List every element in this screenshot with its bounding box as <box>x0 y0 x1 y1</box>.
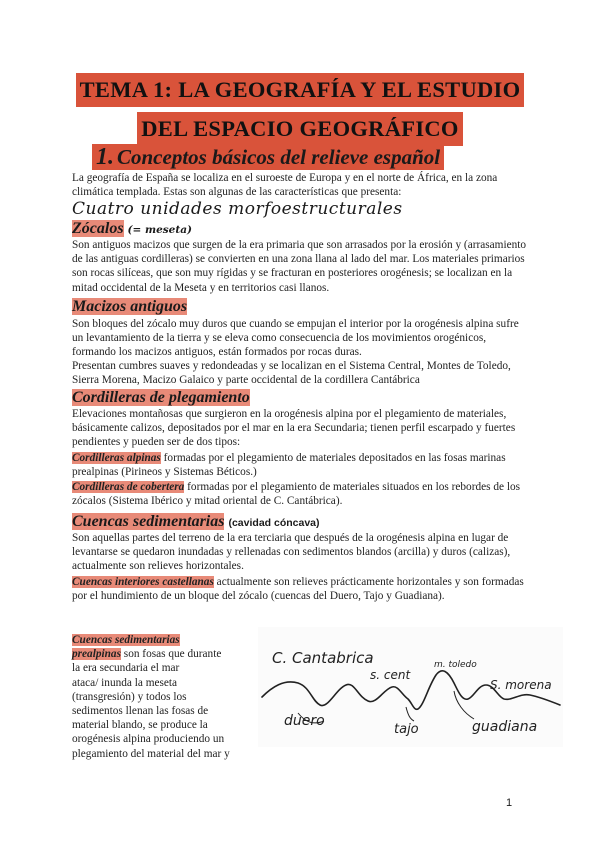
section-number: 1. <box>96 144 114 170</box>
prealpinas-paragraph <box>72 633 257 761</box>
label-smorena: S. morena <box>490 678 552 692</box>
prealpinas-line-0: son fosas que durante <box>120 648 222 661</box>
cuencas-heading: Cuencas sedimentarias <box>72 513 225 530</box>
relief-sketch <box>258 627 563 747</box>
prealpinas-line-1: la era secundaria el mar <box>72 662 180 675</box>
title-line-1: TEMA 1: LA GEOGRAFÍA Y EL ESTUDIO <box>76 73 525 107</box>
cobertera-text: formadas por el plegamiento de materiales situados en los rebordes de los zócalos (Sistema Ibérico y mitad oriental de C. Cantábrica). <box>72 481 521 508</box>
section-heading-text: Conceptos básicos del relieve español <box>117 145 441 169</box>
zocalos-heading-row <box>72 220 192 239</box>
cobertera-label: Cordilleras de cobertera <box>72 481 185 493</box>
zocalos-note: (= meseta) <box>127 224 192 236</box>
prealpinas-line-7: plegamiento del material del mar y <box>72 747 230 760</box>
label-guadiana: guadiana <box>472 719 538 735</box>
alpinas-paragraph <box>72 451 532 479</box>
section-heading <box>92 144 444 170</box>
label-tajo: tajo <box>394 722 419 737</box>
cordilleras-text: Elevaciones montañosas que surgieron en la orogénesis alpina por el plegamiento de materiales, básicamente calizos, depositados por el mar en la era Secundaria; tienen perfil escarpado y fuertes pendientes y pueden ser de dos tipos: <box>72 408 516 449</box>
label-cantabrica: C. Cantabrica <box>272 649 374 667</box>
zocalos-heading: Zócalos <box>72 220 124 237</box>
interiores-text: actualmente son relieves prácticamente horizontales y son formadas por el hundimiento de un bloque del zócalo (cuencas del Duero, Tajo y Guadiana). <box>72 576 524 603</box>
prealpinas-line-4: sedimentos llenan las fosas de <box>72 705 209 718</box>
zocalos-text: Son antiguos macizos que surgen de la era primaria que son arrasados por la erosión y (arrasamiento de las antiguas cordilleras) se convierten en una zona llana al lado del mar. Los materiales primarios son rocas silíceas, que son muy rígidas y se fracturan en posteriores orogénesis; se localizan en la mitad occidental de la Meseta y en territorios casi llanos. <box>72 239 527 294</box>
macizos-heading: Macizos antiguos <box>72 298 188 315</box>
label-scent: s. cent <box>370 668 411 682</box>
cordilleras-heading-row <box>72 389 250 407</box>
interiores-paragraph <box>72 575 532 603</box>
macizos-text-2: Presentan cumbres suaves y redondeadas y se localizan en el Sistema Central, Montes de Toledo, Sierra Morena, Macizo Galaico y parte occidental de la cordillera Cantábrica <box>72 360 511 387</box>
interiores-label: Cuencas interiores castellanas <box>72 576 214 588</box>
prealpinas-label-2: prealpinas <box>72 648 121 661</box>
label-mtoledo: m. toledo <box>434 660 477 670</box>
intro-paragraph: La geografía de España se localiza en el suroeste de Europa y en el norte de África, en la zona climática templada. Estas son algunas de las características que presenta: <box>72 172 498 199</box>
cobertera-paragraph <box>72 480 532 508</box>
prealpinas-line-5: material blando, se produce la <box>72 719 208 732</box>
cuencas-text: Son aquellas partes del terreno de la era terciaria que después de la orogénesis alpina en lugar de levantarse se quedaron inundadas y rellenadas con sedimentos blandos (arcilla) y duros (calizas), actualmente son relieves horizontales. <box>72 532 511 573</box>
cordilleras-heading: Cordilleras de plegamiento <box>72 389 250 406</box>
prealpinas-line-6: orogénesis alpina produciendo un <box>72 733 225 746</box>
macizos-text-1: Son bloques del zócalo muy duros que cuando se empujan el interior por la orogénesis alpina sufre un levantamiento de la tierra y se eleva como consecuencia de los movimientos orogénicos, formando los macizos antiguos, están formados por rocas duras. <box>72 318 519 359</box>
prealpinas-line-3: (transgresión) y todos los <box>72 690 187 703</box>
alpinas-label: Cordilleras alpinas <box>72 452 161 464</box>
prealpinas-line-2: ataca/ inunda la meseta <box>72 676 178 689</box>
units-heading: Cuatro unidades morfoestructurales <box>72 199 403 219</box>
title-line-2: DEL ESPACIO GEOGRÁFICO <box>137 112 462 146</box>
label-duero: duero <box>284 713 325 729</box>
cuencas-note: (cavidad cóncava) <box>228 517 320 529</box>
alpinas-text: formadas por el plegamiento de materiales depositados en las fosas marinas prealpinas (Pirineos y Sistemas Béticos.) <box>72 452 506 479</box>
prealpinas-label-1: Cuencas sedimentarias <box>72 634 180 646</box>
macizos-heading-row <box>72 298 187 316</box>
page-number: 1 <box>506 797 513 809</box>
cuencas-heading-row <box>72 513 320 532</box>
document-title <box>0 73 600 146</box>
